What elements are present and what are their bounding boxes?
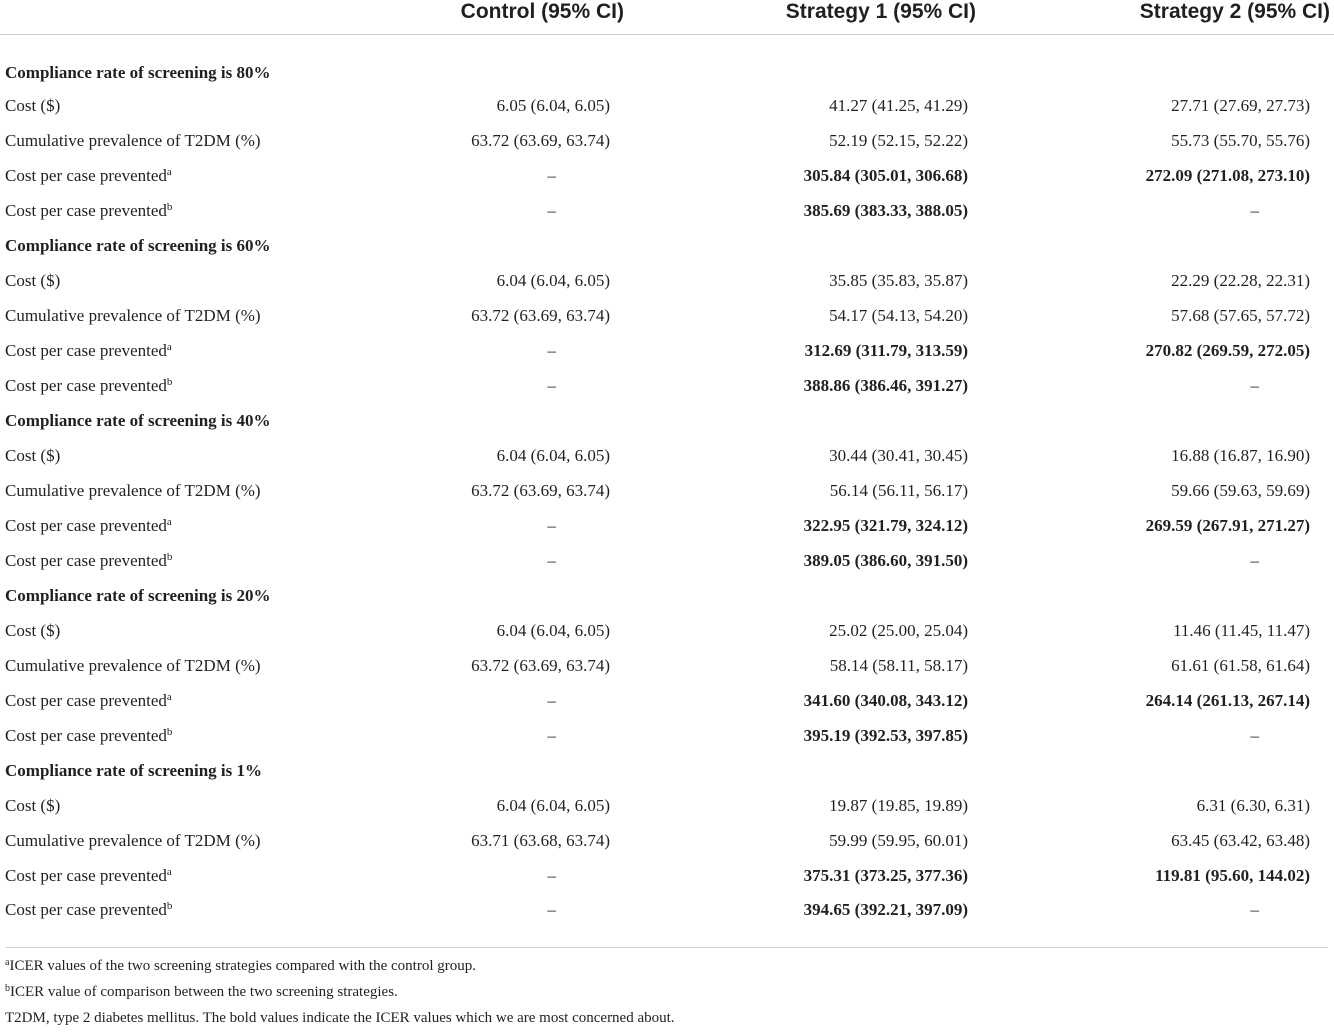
row-label-cost-per-case-a (0, 508, 372, 543)
row-label-prevalence (0, 823, 372, 858)
header-strategy-1: Strategy 1 (95% CI) (698, 0, 1052, 35)
footer-divider (6, 947, 1328, 948)
strategy-1-icer-a: 305.84 (305.01, 306.68) (803, 165, 968, 185)
row-label-cost-per-case-b (0, 718, 372, 753)
row-label-cost-per-case-b (0, 543, 372, 578)
strategy-2-prevalence: 55.73 (55.70, 55.76) (1171, 130, 1310, 150)
row-label-cost-per-case-a (0, 683, 372, 718)
row-label-text: Cost per case prevented (5, 515, 167, 535)
strategy-2-cost: 11.46 (11.45, 11.47) (1173, 620, 1310, 640)
strategy-1-prevalence: 56.14 (56.11, 56.17) (829, 480, 968, 500)
strategy-2-prevalence: 59.66 (59.63, 59.69) (1171, 480, 1310, 500)
footnote-a-marker: a (5, 957, 10, 968)
section-title-row (0, 35, 1334, 89)
strategy-1-cost: 19.87 (19.85, 19.89) (829, 795, 968, 815)
section-title: Compliance rate of screening is 1% (5, 760, 263, 780)
strategy-2-cost: 6.31 (6.30, 6.31) (1196, 795, 1310, 815)
control-dash: – (547, 550, 556, 570)
strategy-2-dash: – (1250, 375, 1259, 395)
header-blank (0, 0, 372, 35)
row-label-prevalence (0, 123, 372, 158)
row-label-text: Cost per case prevented (5, 900, 167, 919)
strategy-1-prevalence: 58.14 (58.11, 58.17) (829, 655, 968, 675)
table-row-prevalence (0, 473, 1334, 508)
table-row-cost (0, 88, 1334, 123)
row-label-text: Cumulative prevalence of T2DM (%) (5, 130, 261, 150)
table-row-cost-per-case-b (0, 543, 1334, 578)
table-row-prevalence (0, 298, 1334, 333)
strategy-2-dash: – (1250, 725, 1259, 745)
strategy-1-cost: 41.27 (41.25, 41.29) (829, 95, 968, 115)
section-title-row (0, 578, 1334, 613)
footnote-marker: a (166, 340, 172, 353)
row-label-cost (0, 613, 372, 648)
row-label-text: Cost ($) (5, 270, 61, 290)
strategy-1-icer-b: 394.65 (392.21, 397.09) (803, 900, 968, 919)
footnote-marker: b (166, 900, 173, 912)
control-cost: 6.05 (6.04, 6.05) (496, 95, 610, 115)
table-row-cost-per-case-b (0, 193, 1334, 228)
header-control: Control (95% CI) (372, 0, 698, 35)
strategy-2-cost: 27.71 (27.69, 27.73) (1171, 95, 1310, 115)
strategy-2-cost: 16.88 (16.87, 16.90) (1171, 445, 1310, 465)
row-label-text: Cost per case prevented (5, 725, 167, 745)
footnote-marker: b (166, 375, 173, 388)
section-title-row (0, 753, 1334, 788)
row-label-cost (0, 438, 372, 473)
table-row-cost-per-case-a (0, 858, 1334, 893)
control-dash: – (547, 515, 556, 535)
row-label-cost (0, 263, 372, 298)
row-label-text: Cumulative prevalence of T2DM (%) (5, 480, 261, 500)
strategy-1-cost: 35.85 (35.83, 35.87) (829, 270, 968, 290)
row-label-text: Cost per case prevented (5, 165, 167, 185)
strategy-2-dash: – (1250, 200, 1259, 220)
strategy-1-prevalence: 52.19 (52.15, 52.22) (829, 130, 968, 150)
table-row-prevalence (0, 123, 1334, 158)
row-label-text: Cumulative prevalence of T2DM (%) (5, 830, 261, 850)
row-label-prevalence (0, 473, 372, 508)
control-prevalence: 63.72 (63.69, 63.74) (471, 130, 610, 150)
row-label-text: Cost per case prevented (5, 375, 167, 395)
strategy-2-icer-a: 272.09 (271.08, 273.10) (1145, 165, 1310, 185)
section-title: Compliance rate of screening is 40% (5, 410, 271, 430)
strategy-1-icer-a: 322.95 (321.79, 324.12) (803, 515, 968, 535)
strategy-1-icer-b: 385.69 (383.33, 388.05) (803, 200, 968, 220)
row-label-text: Cost per case prevented (5, 550, 167, 570)
strategy-2-prevalence: 61.61 (61.58, 61.64) (1171, 655, 1310, 675)
table-row-cost-per-case-b (0, 718, 1334, 753)
row-label-cost-per-case-a (0, 858, 372, 893)
table-row-cost-per-case-b (0, 368, 1334, 403)
strategy-1-icer-a: 341.60 (340.08, 343.12) (803, 690, 968, 710)
row-label-prevalence (0, 648, 372, 683)
strategy-2-icer-a: 264.14 (261.13, 267.14) (1145, 690, 1310, 710)
row-label-cost-per-case-b (0, 368, 372, 403)
table-row-cost (0, 613, 1334, 648)
table-row-cost-per-case-a (0, 683, 1334, 718)
control-cost: 6.04 (6.04, 6.05) (496, 795, 610, 815)
control-dash: – (547, 725, 556, 745)
footnote-b-text: ICER value of comparison between the two screening strategies. (10, 984, 398, 1000)
strategy-2-icer-a: 269.59 (267.91, 271.27) (1145, 515, 1310, 535)
strategy-2-icer-a: 119.81 (95.60, 144.02) (1155, 865, 1310, 885)
footnote-marker: a (166, 165, 172, 178)
control-prevalence: 63.71 (63.68, 63.74) (471, 830, 610, 850)
strategy-1-icer-a: 312.69 (311.79, 313.59) (804, 340, 968, 360)
strategy-2-cost: 22.29 (22.28, 22.31) (1171, 270, 1310, 290)
table-row-cost-per-case-a (0, 508, 1334, 543)
section-title-row (0, 228, 1334, 263)
row-label-cost-per-case-a (0, 158, 372, 193)
row-label-text: Cost ($) (5, 795, 61, 815)
control-cost: 6.04 (6.04, 6.05) (496, 445, 610, 465)
strategy-1-icer-b: 395.19 (392.53, 397.85) (803, 725, 968, 745)
row-label-cost-per-case-b (0, 893, 372, 927)
section-title: Compliance rate of screening is 20% (5, 585, 271, 605)
table-body (0, 35, 1334, 928)
control-dash: – (547, 690, 556, 710)
control-dash: – (547, 375, 556, 395)
strategy-1-icer-b: 389.05 (386.60, 391.50) (803, 550, 968, 570)
strategy-2-dash: – (1250, 550, 1259, 570)
row-label-text: Cost ($) (5, 95, 61, 115)
footnote-marker: a (166, 515, 172, 528)
footnote-abbreviation: T2DM, type 2 diabetes mellitus. The bold values indicate the ICER values which we are most concerned about. (5, 1010, 675, 1026)
section-title-row (0, 403, 1334, 438)
row-label-text: Cost per case prevented (5, 690, 167, 710)
table-header (0, 0, 1334, 35)
strategy-2-icer-a: 270.82 (269.59, 272.05) (1145, 340, 1310, 360)
footnote-marker: a (166, 865, 172, 878)
control-dash: – (547, 865, 556, 885)
row-label-cost (0, 788, 372, 823)
footnote-marker: b (166, 550, 173, 563)
row-label-text: Cumulative prevalence of T2DM (%) (5, 655, 261, 675)
table-row-cost-per-case-a (0, 333, 1334, 368)
row-label-cost (0, 88, 372, 123)
table-row-cost-per-case-b (0, 893, 1334, 927)
control-dash: – (547, 165, 556, 185)
strategy-2-dash: – (1250, 900, 1259, 919)
footnote-b-marker: b (5, 983, 10, 994)
control-prevalence: 63.72 (63.69, 63.74) (471, 305, 610, 325)
strategy-1-cost: 25.02 (25.00, 25.04) (829, 620, 968, 640)
row-label-text: Cumulative prevalence of T2DM (%) (5, 305, 261, 325)
strategy-2-prevalence: 63.45 (63.42, 63.48) (1171, 830, 1310, 850)
strategy-1-prevalence: 54.17 (54.13, 54.20) (829, 305, 968, 325)
strategy-2-prevalence: 57.68 (57.65, 57.72) (1171, 305, 1310, 325)
footnote-a-text: ICER values of the two screening strategies compared with the control group. (9, 958, 476, 974)
control-dash: – (547, 340, 556, 360)
control-prevalence: 63.72 (63.69, 63.74) (471, 480, 610, 500)
footnote-marker: b (166, 200, 173, 213)
control-cost: 6.04 (6.04, 6.05) (496, 270, 610, 290)
header-row (0, 0, 1334, 35)
control-prevalence: 63.72 (63.69, 63.74) (471, 655, 610, 675)
section-title: Compliance rate of screening is 60% (5, 235, 271, 255)
strategy-1-icer-a: 375.31 (373.25, 377.36) (803, 865, 968, 885)
header-strategy-2: Strategy 2 (95% CI) (1052, 0, 1334, 35)
control-dash: – (547, 200, 556, 220)
row-label-text: Cost ($) (5, 620, 61, 640)
footnote-marker: b (166, 725, 173, 738)
row-label-text: Cost per case prevented (5, 865, 167, 885)
row-label-text: Cost per case prevented (5, 340, 167, 360)
row-label-text: Cost ($) (5, 445, 61, 465)
row-label-prevalence (0, 298, 372, 333)
table-row-cost-per-case-a (0, 158, 1334, 193)
footnote-b (5, 984, 398, 1001)
table-row-prevalence (0, 648, 1334, 683)
footnote-a (5, 958, 476, 975)
strategy-1-icer-b: 388.86 (386.46, 391.27) (803, 375, 968, 395)
strategy-1-cost: 30.44 (30.41, 30.45) (829, 445, 968, 465)
table-row-cost (0, 788, 1334, 823)
row-label-cost-per-case-a (0, 333, 372, 368)
footnote-marker: a (166, 690, 172, 703)
row-label-text: Cost per case prevented (5, 200, 167, 220)
control-cost: 6.04 (6.04, 6.05) (496, 620, 610, 640)
table-row-prevalence (0, 823, 1334, 858)
table-row-cost (0, 263, 1334, 298)
table-row-cost (0, 438, 1334, 473)
strategy-1-prevalence: 59.99 (59.95, 60.01) (829, 830, 968, 850)
section-title: Compliance rate of screening is 80% (5, 63, 271, 82)
control-dash: – (547, 900, 556, 919)
row-label-cost-per-case-b (0, 193, 372, 228)
